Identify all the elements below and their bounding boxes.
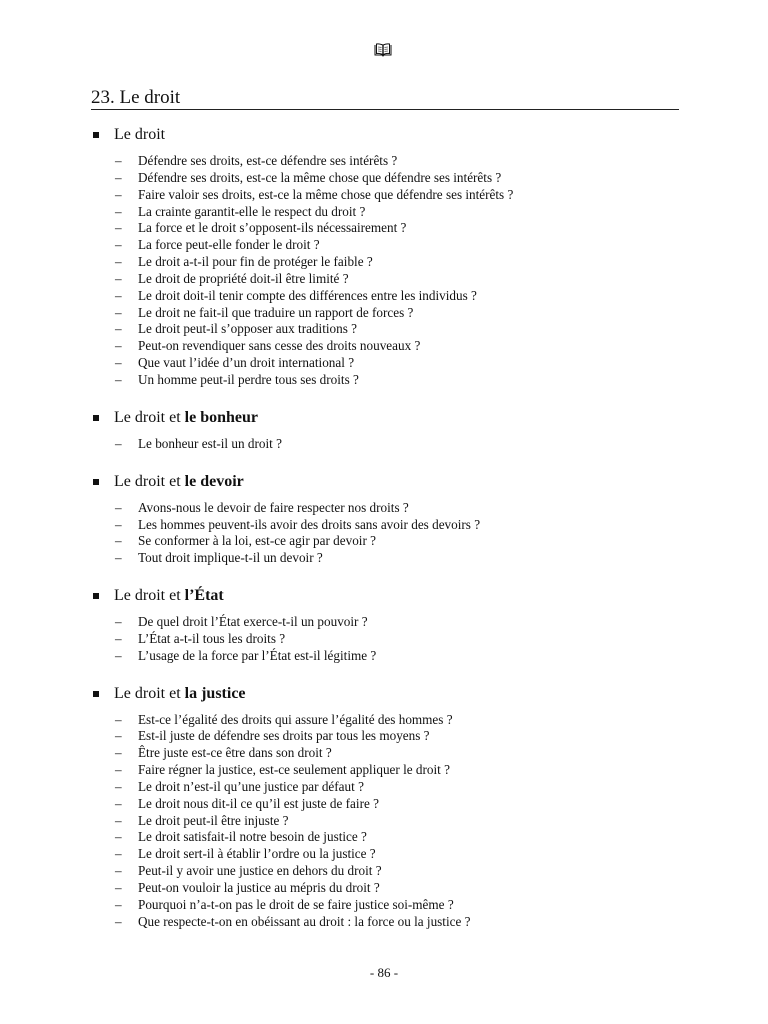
question-text: L’usage de la force par l’État est-il légitime ? <box>138 647 377 663</box>
section-heading <box>91 124 691 146</box>
question-list <box>91 436 691 453</box>
dash-marker: – <box>115 516 122 532</box>
question-item <box>91 614 691 631</box>
question-text: Le droit sert-il à établir l’ordre ou la justice ? <box>138 846 376 862</box>
dash-marker: – <box>115 880 122 895</box>
question-item <box>91 355 691 372</box>
section-title <box>114 683 246 705</box>
dash-marker: – <box>115 355 122 371</box>
section-heading <box>91 407 691 429</box>
dash-marker: – <box>115 913 122 929</box>
dash-marker: – <box>115 863 122 879</box>
question-item <box>91 813 691 830</box>
section-title-plain: Le droit et <box>114 408 185 426</box>
dash-marker: – <box>115 762 122 778</box>
question-text: Un homme peut-il perdre tous ses droits ? <box>138 371 359 387</box>
question-item <box>91 779 691 796</box>
question-item <box>91 305 691 322</box>
dash-marker: – <box>115 186 122 202</box>
section-heading <box>91 585 691 607</box>
open-book-icon <box>374 43 392 57</box>
question-text: La crainte garantit-elle le respect du droit ? <box>138 203 366 219</box>
question-item <box>91 796 691 813</box>
question-item <box>91 712 691 729</box>
question-list <box>91 712 691 931</box>
question-item <box>91 745 691 762</box>
question-list <box>91 153 691 389</box>
dash-marker: – <box>115 499 122 515</box>
dash-marker: – <box>115 728 122 744</box>
dash-marker: – <box>115 270 122 286</box>
section <box>91 124 691 389</box>
question-text: De quel droit l’État exerce-t-il un pouvoir ? <box>138 614 368 630</box>
question-item <box>91 914 691 931</box>
question-item <box>91 170 691 187</box>
dash-marker: – <box>115 896 122 912</box>
question-text: Peut-on revendiquer sans cesse des droits nouveaux ? <box>138 338 421 354</box>
question-item <box>91 237 691 254</box>
question-item <box>91 153 691 170</box>
question-item <box>91 338 691 355</box>
question-text: Est-ce l’égalité des droits qui assure l’égalité des hommes ? <box>138 711 453 727</box>
question-item <box>91 829 691 846</box>
question-text: Pourquoi n’a-t-on pas le droit de se faire justice soi-même ? <box>138 896 454 912</box>
section-title-topic: le bonheur <box>184 408 258 426</box>
section-title-plain: Le droit <box>114 126 166 143</box>
question-text: Le droit n’est-il qu’une justice par défaut ? <box>138 778 364 794</box>
question-item <box>91 321 691 338</box>
question-item <box>91 897 691 914</box>
question-text: Faire valoir ses droits, est-ce la même chose que défendre ses intérêts ? <box>138 186 514 202</box>
dash-marker: – <box>115 745 122 761</box>
section <box>91 585 691 665</box>
dash-marker: – <box>115 533 122 549</box>
question-text: Défendre ses droits, est-ce défendre ses intérêts ? <box>138 153 398 168</box>
question-item <box>91 517 691 534</box>
question-text: Le droit a-t-il pour fin de protéger le faible ? <box>138 254 373 270</box>
question-text: Peut-on vouloir la justice au mépris du droit ? <box>138 880 380 895</box>
section-title <box>114 471 244 493</box>
question-item <box>91 863 691 880</box>
dash-marker: – <box>115 435 122 451</box>
page-number: - 86 - <box>369 965 399 980</box>
question-item <box>91 372 691 389</box>
section-title-topic: l’État <box>184 587 224 605</box>
sections-container <box>91 124 691 931</box>
question-item <box>91 846 691 863</box>
dash-marker: – <box>115 846 122 862</box>
dash-marker: – <box>115 630 122 646</box>
question-text: Le droit satisfait-il notre besoin de justice ? <box>138 829 367 845</box>
question-text: Peut-il y avoir une justice en dehors du droit ? <box>138 863 382 879</box>
dash-marker: – <box>115 153 122 168</box>
question-text: Être juste est-ce être dans son droit ? <box>138 745 332 761</box>
dash-marker: – <box>115 220 122 236</box>
question-item <box>91 220 691 237</box>
question-text: Le droit peut-il être injuste ? <box>138 812 289 828</box>
question-list <box>91 500 691 567</box>
dash-marker: – <box>115 169 122 185</box>
question-item <box>91 436 691 453</box>
question-item <box>91 648 691 665</box>
section <box>91 407 691 453</box>
dash-marker: – <box>115 203 122 219</box>
section-title-topic: la justice <box>184 684 246 702</box>
section-title <box>114 124 165 146</box>
question-item <box>91 728 691 745</box>
dash-marker: – <box>115 304 122 320</box>
question-item <box>91 550 691 567</box>
section-title-topic: le devoir <box>184 472 244 490</box>
dash-marker: – <box>115 778 122 794</box>
dash-marker: – <box>115 711 122 727</box>
question-text: La force peut-elle fonder le droit ? <box>138 237 320 253</box>
question-text: Les hommes peuvent-ils avoir des droits sans avoir des devoirs ? <box>138 516 481 532</box>
question-item <box>91 631 691 648</box>
dash-marker: – <box>115 338 122 354</box>
dash-marker: – <box>115 371 122 387</box>
square-bullet-icon <box>93 691 99 697</box>
question-text: Avons-nous le devoir de faire respecter nos droits ? <box>138 499 409 515</box>
dash-marker: – <box>115 829 122 845</box>
question-item <box>91 500 691 517</box>
chapter-title: 23. Le droit <box>91 87 679 110</box>
dash-marker: – <box>115 254 122 270</box>
question-text: Défendre ses droits, est-ce la même chose que défendre ses intérêts ? <box>138 169 502 185</box>
question-item <box>91 271 691 288</box>
square-bullet-icon <box>93 132 99 138</box>
question-item <box>91 204 691 221</box>
question-text: Le droit doit-il tenir compte des différences entre les individus ? <box>138 287 477 303</box>
question-text: Faire régner la justice, est-ce seulement appliquer le droit ? <box>138 762 450 778</box>
section-heading <box>91 471 691 493</box>
question-text: Se conformer à la loi, est-ce agir par devoir ? <box>138 533 376 549</box>
question-item <box>91 187 691 204</box>
question-text: Tout droit implique-t-il un devoir ? <box>138 550 323 566</box>
dash-marker: – <box>115 287 122 303</box>
question-text: Que respecte-t-on en obéissant au droit : la force ou la justice ? <box>138 913 471 929</box>
dash-marker: – <box>115 647 122 663</box>
question-text: La force et le droit s’opposent-ils nécessairement ? <box>138 220 407 236</box>
square-bullet-icon <box>93 415 99 421</box>
question-text: Est-il juste de défendre ses droits par tous les moyens ? <box>138 728 430 744</box>
section-title <box>114 585 224 607</box>
question-item <box>91 254 691 271</box>
question-text: Le droit de propriété doit-il être limité ? <box>138 270 349 286</box>
question-list <box>91 614 691 665</box>
question-text: Le droit ne fait-il que traduire un rapport de forces ? <box>138 304 414 320</box>
dash-marker: – <box>115 614 122 630</box>
question-text: L’État a-t-il tous les droits ? <box>138 630 286 646</box>
section <box>91 683 691 931</box>
question-item <box>91 762 691 779</box>
section-title-plain: Le droit et <box>114 587 185 605</box>
section-title-plain: Le droit et <box>114 684 185 702</box>
dash-marker: – <box>115 812 122 828</box>
section-title-plain: Le droit et <box>114 472 185 490</box>
section <box>91 471 691 567</box>
question-item <box>91 533 691 550</box>
square-bullet-icon <box>93 479 99 485</box>
question-text: Le bonheur est-il un droit ? <box>138 435 282 451</box>
square-bullet-icon <box>93 593 99 599</box>
dash-marker: – <box>115 237 122 253</box>
dash-marker: – <box>115 321 122 337</box>
dash-marker: – <box>115 795 122 811</box>
question-text: Le droit nous dit-il ce qu’il est juste de faire ? <box>138 795 379 811</box>
question-item <box>91 288 691 305</box>
question-text: Que vaut l’idée d’un droit international ? <box>138 355 355 371</box>
question-text: Le droit peut-il s’opposer aux traditions ? <box>138 321 358 337</box>
section-title <box>114 407 258 429</box>
question-item <box>91 880 691 897</box>
dash-marker: – <box>115 550 122 566</box>
section-heading <box>91 683 691 705</box>
